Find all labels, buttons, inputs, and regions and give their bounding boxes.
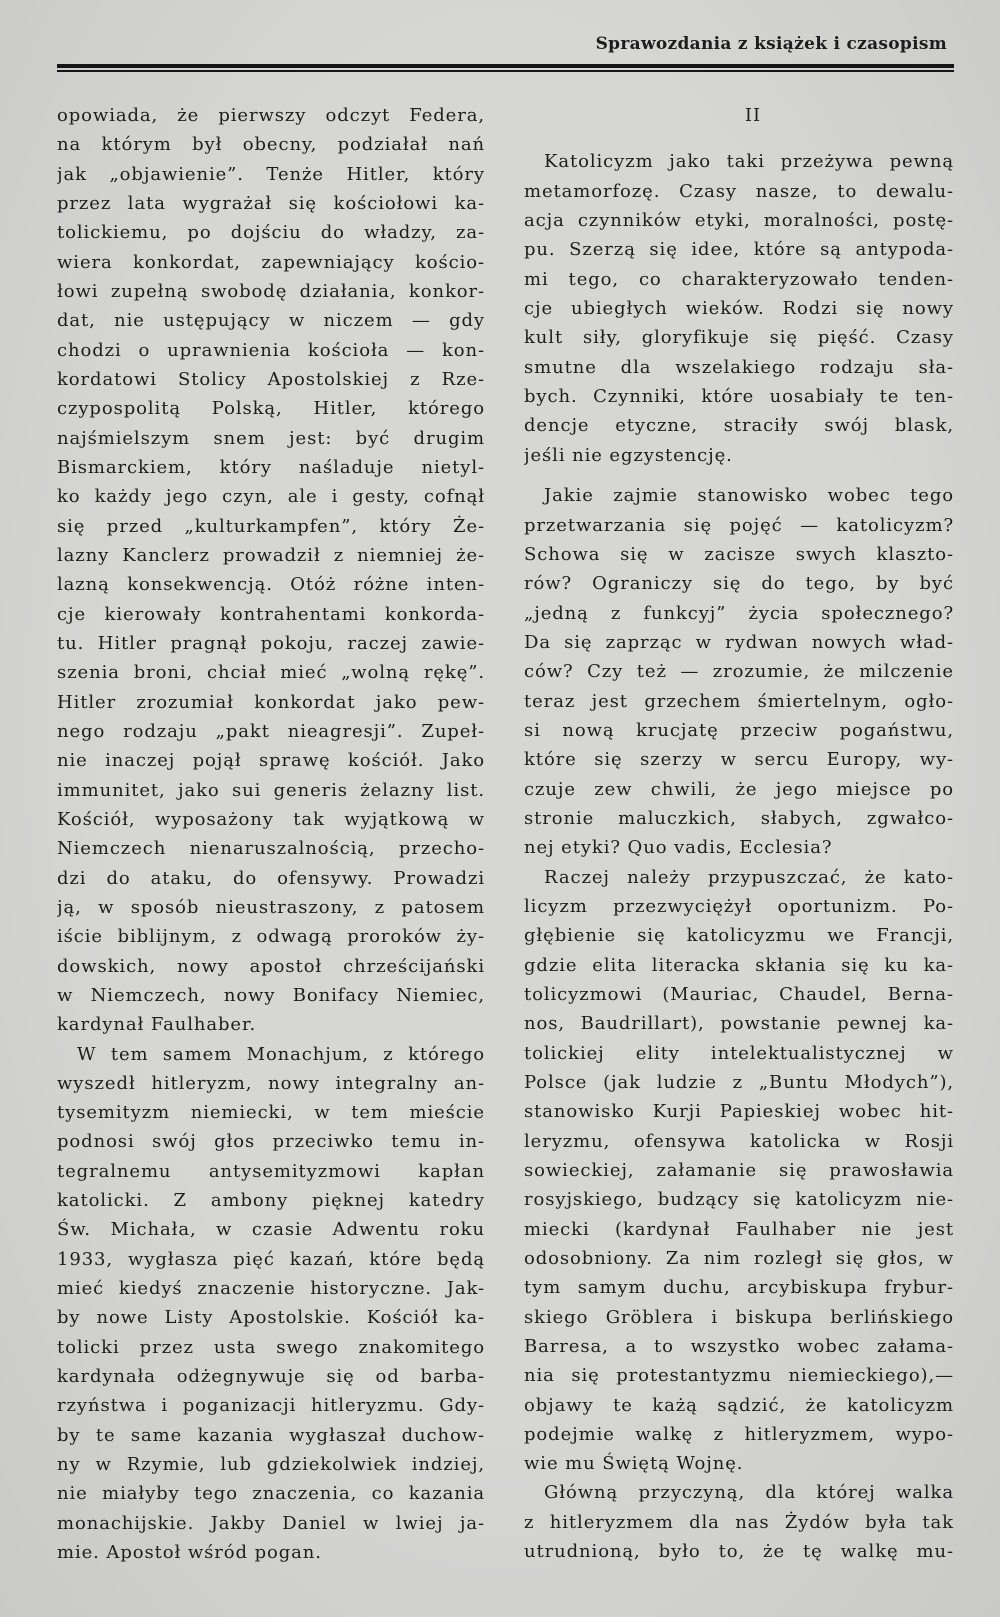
text-line: łowi zupełną swobodę działania, konkor-: [57, 280, 485, 302]
text-line: dowskich, nowy apostoł chrześcijański: [57, 955, 485, 977]
text-line: rosyjskiego, budzący się katolicyzm nie-: [524, 1189, 954, 1211]
text-line: W tem samem Monachjum, z którego: [77, 1043, 485, 1065]
text-line: Da się zaprząc w rydwan nowych wład-: [524, 631, 954, 653]
text-line: ko każdy jego czyn, ale i gesty, cofnął: [57, 486, 485, 508]
text-line: mie. Apostoł wśród pogan.: [57, 1542, 322, 1564]
text-line: nego rodzaju „pakt nieagresji”. Zupeł-: [57, 720, 485, 742]
text-line: bych. Czynniki, które uosabiały te ten-: [524, 385, 954, 407]
text-line: odosobniony. Za nim rozległ się głos, w: [524, 1247, 954, 1269]
paragraph: [524, 481, 954, 862]
text-line: objawy te każą sądzić, że katolicyzm: [524, 1394, 954, 1416]
text-line: dat, nie ustępujący w niczem — gdy: [57, 310, 485, 332]
text-line: Główną przyczyną, dla której walka: [544, 1482, 954, 1504]
text-line: sowieckiej, załamanie się prawosławia: [524, 1159, 954, 1181]
text-line: katolicki. Z ambony pięknej katedry: [57, 1190, 485, 1212]
text-line: tym samym duchu, arcybiskupa frybur-: [524, 1277, 954, 1299]
text-line: szenia broni, chciał mieć „wolną rękę”.: [57, 662, 485, 684]
text-line: tysemityzm niemiecki, w tem mieście: [57, 1102, 485, 1124]
text-line: teraz jest grzechem śmiertelnym, ogło-: [524, 690, 954, 712]
text-line: najśmielszym snem jest: być drugim: [57, 427, 485, 449]
text-line: tegralnemu antysemityzmowi kapłan: [57, 1160, 485, 1182]
text-line: 1933, wygłasza pięć kazań, które będą: [57, 1248, 485, 1270]
text-line: leryzmu, ofensywa katolicka w Rosji: [524, 1130, 954, 1152]
text-line: podejmie walkę z hitleryzmem, wypo-: [524, 1423, 954, 1445]
text-line: rzyństwa i poganizacji hitleryzmu. Gdy-: [57, 1395, 485, 1417]
text-line: przez lata wygrażał się kościołowi ka-: [57, 192, 485, 214]
paragraph: [524, 147, 954, 470]
text-line: metamorfozę. Czasy nasze, to dewalu-: [524, 180, 954, 202]
text-line: nie inaczej pojął sprawę kościół. Jako: [57, 750, 485, 772]
text-line: wie mu Świętą Wojnę.: [524, 1453, 744, 1475]
text-line: Niemczech nienaruszalnością, przecho-: [57, 838, 485, 860]
text-line: przetwarzania się pojęć — katolicyzm?: [524, 514, 954, 536]
header-rule-thin: [57, 70, 954, 72]
text-line: Katolicyzm jako taki przeżywa pewną: [544, 151, 954, 173]
text-line: głębienie się katolicyzmu we Francji,: [524, 925, 954, 947]
text-line: podnosi swój głos przeciwko temu in-: [57, 1131, 485, 1153]
text-line: chodzi o uprawnienia kościoła — kon-: [57, 339, 485, 361]
section-number: II: [744, 105, 762, 126]
text-line: ny w Rzymie, lub gdziekolwiek indziej,: [57, 1454, 485, 1476]
text-line: Jakie zajmie stanowisko wobec tego: [544, 485, 954, 507]
paragraph: [524, 1478, 954, 1566]
text-line: się przed „kulturkampfen”, który Że-: [57, 515, 485, 537]
text-line: z hitleryzmem dla nas Żydów była tak: [524, 1511, 954, 1533]
text-line: acja czynników etyki, moralności, postę-: [524, 209, 954, 231]
text-line: stronie maluczkich, słabych, zgwałco-: [524, 807, 954, 829]
text-line: Schowa się w zacisze swych klaszto-: [524, 543, 954, 565]
text-line: by te same kazania wygłaszał duchow-: [57, 1424, 485, 1446]
text-line: tolicyzmowi (Mauriac, Chaudel, Berna-: [524, 983, 954, 1005]
text-line: kardynał Faulhaber.: [57, 1014, 257, 1036]
text-line: Św. Michała, w czasie Adwentu roku: [57, 1219, 485, 1241]
text-line: monachijskie. Jakby Daniel w lwiej ja-: [57, 1512, 485, 1534]
text-line: cje ubiegłych wieków. Rodzi się nowy: [524, 297, 954, 319]
paragraph: [524, 863, 954, 1479]
text-line: mi tego, co charakteryzowało tenden-: [524, 268, 954, 290]
text-line: iście biblijnym, z odwagą proroków ży-: [57, 926, 485, 948]
text-line: licyzm przezwyciężył oportunizm. Po-: [524, 895, 954, 917]
text-line: „jedną z funkcyj” życia społecznego?: [524, 602, 954, 624]
text-line: Kościół, wyposażony tak wyjątkową w: [57, 808, 485, 830]
text-line: czuje zew chwili, że jego miejsce po: [524, 778, 954, 800]
text-line: rów? Ograniczy się do tego, by być: [524, 573, 954, 595]
text-line: tolickiemu, po dojściu do władzy, za-: [57, 222, 485, 244]
text-line: Hitler zrozumiał konkordat jako pew-: [57, 691, 485, 713]
text-line: nia się protestantyzmu niemieckiego),—: [524, 1365, 954, 1387]
text-line: nej etyki? Quo vadis, Ecclesia?: [524, 837, 833, 859]
text-line: na którym był obecny, podziałał nań: [57, 134, 485, 156]
text-line: tolicki przez usta swego znakomitego: [57, 1336, 485, 1358]
text-line: wiera konkordat, zapewniający kościo-: [57, 251, 485, 273]
text-line: lazną konsekwencją. Otóż różne inten-: [57, 574, 485, 596]
text-line: Barresa, a to wszystko wobec załama-: [524, 1335, 954, 1357]
text-line: które się szerzy w sercu Europy, wy-: [524, 749, 954, 771]
text-line: mieć kiedyś znaczenie historyczne. Jak-: [57, 1278, 485, 1300]
paragraph: [57, 1040, 485, 1568]
text-line: ją, w sposób nieustraszony, z patosem: [57, 896, 485, 918]
text-line: czypospolitą Polską, Hitler, którego: [57, 398, 485, 420]
text-line: Bismarckiem, który naśladuje nietyl-: [57, 456, 485, 478]
text-line: miecki (kardynał Faulhaber nie jest: [524, 1218, 954, 1240]
paragraph: [57, 101, 485, 1040]
text-line: opowiada, że pierwszy odczyt Federa,: [57, 105, 485, 126]
text-line: nie miałyby tego znaczenia, co kazania: [57, 1483, 485, 1505]
text-line: wyszedł hitleryzm, nowy integralny an-: [57, 1072, 485, 1094]
text-line: kordatowi Stolicy Apostolskiej z Rze-: [57, 368, 485, 390]
text-line: utrudnioną, było to, że tę walkę mu-: [524, 1541, 954, 1563]
text-line: cje kierowały kontrahentami konkorda-: [57, 603, 485, 625]
text-line: si nową krucjatę przeciw pogaństwu,: [524, 719, 954, 741]
text-line: Polsce (jak ludzie z „Buntu Młodych”),: [524, 1071, 954, 1093]
text-line: w Niemczech, nowy Bonifacy Niemiec,: [57, 984, 485, 1006]
text-line: immunitet, jako sui generis żelazny list.: [57, 779, 485, 801]
header-rule-thick: [57, 64, 954, 68]
text-line: jak „objawienie”. Tenże Hitler, który: [57, 163, 485, 185]
left-column: [57, 101, 485, 1567]
text-line: tolickiej elity intelektualistycznej w: [524, 1042, 954, 1064]
text-line: lazny Kanclerz prowadził z niemniej że-: [57, 544, 485, 566]
text-line: kardynała odżegnywuje się od barba-: [57, 1366, 485, 1388]
text-line: dencje etyczne, straciły swój blask,: [524, 415, 954, 437]
text-line: ców? Czy też — zrozumie, że milczenie: [524, 661, 954, 683]
right-column: [524, 101, 954, 1566]
text-line: jeśli nie egzystencję.: [524, 444, 733, 466]
text-line: kult siły, gloryfikuje się pięść. Czasy: [524, 327, 954, 349]
text-line: skiego Gröblera i biskupa berlińskiego: [524, 1306, 954, 1328]
text-line: Raczej należy przypuszczać, że kato-: [544, 866, 954, 888]
text-line: tu. Hitler pragnął pokoju, raczej zawie-: [57, 632, 485, 654]
text-line: smutne dla wszelakiego rodzaju sła-: [524, 356, 954, 378]
text-line: by nowe Listy Apostolskie. Kościół ka-: [57, 1307, 485, 1329]
text-line: stanowisko Kurji Papieskiej wobec hit-: [524, 1101, 954, 1123]
text-line: pu. Szerzą się idee, które są antypoda-: [524, 239, 954, 261]
running-header: Sprawozdania z książek i czasopism: [595, 34, 947, 54]
text-line: nos, Baudrillart), powstanie pewnej ka-: [524, 1013, 954, 1035]
text-line: gdzie elita literacka skłania się ku ka-: [524, 954, 954, 976]
text-line: dzi do ataku, do ofensywy. Prowadzi: [57, 867, 485, 889]
